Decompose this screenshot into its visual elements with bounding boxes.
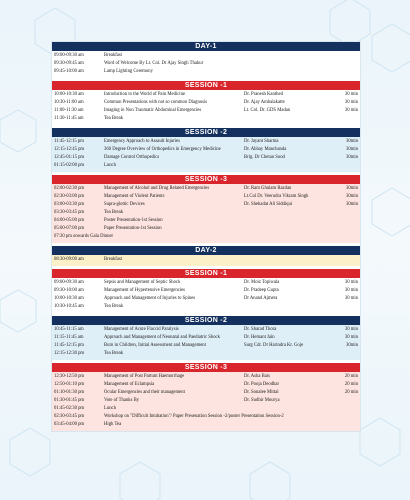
session-title: Management of Alcohol and Drug Related Emergencies (104, 186, 210, 191)
session-title: Management of Acute Flaccid Paralysis (104, 327, 179, 332)
session-duration (332, 405, 360, 413)
speaker-name: Dr. Moiz Topiwala (244, 280, 280, 285)
session-heading: SESSION -2 (52, 316, 360, 325)
day-heading: DAY-1 (52, 42, 360, 51)
session-title: Lamp Lighting Ceremony (104, 69, 153, 74)
session-time: 01:45-02:30 pm (54, 406, 85, 411)
session-time: 02:30-03:00 pm (54, 194, 85, 199)
session-duration: 30 min (344, 100, 358, 105)
speaker-name (244, 68, 332, 76)
schedule-row (52, 217, 360, 225)
speaker-name: Dr. Pradeep Gupta (244, 288, 279, 293)
session-time: 03:00-03:30 pm (54, 202, 85, 207)
speaker-name (244, 225, 332, 233)
session-heading: SESSION -1 (52, 269, 360, 278)
session-title: Sepsis and Management of Septic Shock (104, 280, 181, 285)
speaker-name (244, 52, 332, 60)
session-time: 12:30-12:50 pm (54, 374, 85, 379)
day-heading: DAY-2 (52, 246, 360, 255)
schedule-row (52, 107, 360, 115)
session-time: 02:30-03:45 pm (54, 414, 85, 419)
speaker-name: Dr. Sharad Thora (244, 327, 277, 332)
session-heading: SESSION -2 (52, 128, 360, 137)
speaker-name (244, 60, 332, 68)
session-duration (332, 209, 360, 217)
speaker-name: Surg Cdr. Dr Harindra Kr. Goje (244, 343, 304, 348)
schedule-row (52, 91, 360, 99)
session-block (52, 90, 360, 125)
session-title: Breakfast (104, 257, 122, 262)
speaker-name: Dr. Pranesh Kanthed (244, 92, 283, 97)
speaker-name (244, 421, 332, 429)
session-time: 10:00-10:30 am (54, 92, 84, 97)
schedule-row (52, 373, 360, 381)
session-duration (332, 225, 360, 233)
schedule-row (52, 185, 360, 193)
session-title: Management of Post Partum Haemorrhage (104, 374, 185, 379)
session-title: Approach and Management of Neonatal and Paediatric Shock (104, 335, 220, 340)
session-title: Management of Hypertensive Emergencies (104, 288, 186, 293)
session-duration (332, 303, 360, 311)
session-time: 05:00-07:00 pm (54, 226, 85, 231)
session-duration: 30 min (344, 280, 358, 285)
session-duration (332, 217, 360, 225)
schedule-row (52, 193, 360, 201)
session-title: Workshop on "Difficult Intubation"/ Paper Presenation Session -2/poster Presentation Session-2 (104, 414, 284, 419)
speaker-name (244, 303, 332, 311)
session-block (52, 325, 360, 360)
session-block (52, 372, 360, 431)
schedule-row (52, 287, 360, 295)
session-duration: 30min (346, 202, 358, 207)
session-block (52, 184, 360, 243)
speaker-name (244, 233, 332, 241)
schedule-row (52, 397, 360, 405)
session-title: Approach and Management of Injuries to Spines (104, 296, 196, 301)
schedule-row (52, 60, 360, 68)
speaker-name: Dr. Jayant Sharma (244, 139, 279, 144)
schedule-row (52, 138, 360, 146)
session-time: 10:00-10:30 am (54, 296, 84, 301)
schedule-row (52, 52, 360, 60)
schedule-row (52, 225, 360, 233)
session-heading: SESSION -3 (52, 175, 360, 184)
session-time: 11:45-12:15 pm (54, 343, 84, 348)
session-duration: 30min (346, 139, 358, 144)
session-time: 09:45-10:00 am (54, 69, 84, 74)
session-title: Management of Eclampsia (104, 382, 155, 387)
schedule-row (52, 350, 360, 358)
session-duration: 20 min (344, 382, 358, 387)
speaker-name (244, 162, 332, 170)
session-title: Paper Presentation-1st Session (104, 226, 162, 231)
session-title: Imaging in Non Traumatic Abdominal Emergencies (104, 108, 202, 113)
schedule-row (52, 413, 360, 421)
schedule-row (52, 154, 360, 162)
day-intro-block (52, 255, 360, 266)
session-duration: 20 min (344, 374, 358, 379)
session-time: 07:30 pm onwards Gala Dinner (54, 234, 114, 239)
session-title: Tea Break (104, 210, 124, 215)
speaker-name: Lt. Col. Dr. GDS Madan (244, 108, 291, 113)
session-title: Ocular Emergencies and their management (104, 390, 185, 395)
session-duration: 30 min (344, 296, 358, 301)
schedule-row (52, 209, 360, 217)
session-title: Common Presentations with not so common Diagnosis (104, 100, 208, 105)
session-duration: 30 min (344, 108, 358, 113)
session-duration (332, 233, 360, 241)
session-duration: 30min (346, 147, 358, 152)
session-time: 09:30-10:00 am (54, 288, 84, 293)
session-duration: 30 min (344, 92, 358, 97)
session-time: 09:00-09:30 am (54, 53, 84, 58)
session-time: 11:00-11:30 am (54, 108, 84, 113)
speaker-name (244, 209, 332, 217)
speaker-name: Dr. Pooja Deodhar (244, 382, 280, 387)
schedule-row (52, 256, 360, 264)
speaker-name: Dr. Asha Bais (244, 374, 270, 379)
session-time: 03:45-04:00 pm (54, 422, 85, 427)
session-duration: 20 min (344, 390, 358, 395)
session-title (104, 233, 244, 241)
session-duration (332, 60, 360, 68)
session-time: 01:15-02:00 pm (54, 163, 85, 168)
session-title: High Tea (104, 422, 122, 427)
session-title: Supra-glottic Devices (104, 202, 145, 207)
schedule-row (52, 421, 360, 429)
session-title: Burn in Children, Initial Assessment and Management (104, 343, 206, 348)
speaker-name (244, 413, 332, 421)
session-heading: SESSION -1 (52, 81, 360, 90)
session-time: 03:30-03:45 pm (54, 210, 85, 215)
schedule-row (52, 389, 360, 397)
session-duration (332, 350, 360, 358)
session-title: Vote of Thanks By (104, 398, 140, 403)
speaker-name: Dr. Sudhir Mourya (244, 398, 280, 403)
schedule-row (52, 233, 360, 241)
schedule-row (52, 68, 360, 76)
session-title: Emergency Approach to Assault Injuries (104, 139, 180, 144)
session-time: 08:30-09:00 am (54, 257, 84, 262)
session-duration: 30min (346, 343, 358, 348)
session-heading: SESSION -3 (52, 363, 360, 372)
schedule-row (52, 326, 360, 334)
speaker-name: Dr. Hemant Jain (244, 335, 275, 340)
session-block (52, 137, 360, 172)
session-title: Lunch (104, 406, 116, 411)
session-duration (332, 52, 360, 60)
session-time: 01:30-01:45 pm (54, 398, 85, 403)
session-duration (332, 162, 360, 170)
session-time: 01:10-01:30 pm (54, 390, 85, 395)
schedule-row (52, 405, 360, 413)
schedule-row (52, 99, 360, 107)
schedule-row (52, 381, 360, 389)
session-duration (332, 256, 360, 264)
session-time: 09:00-09:30 am (54, 280, 84, 285)
schedule-row (52, 303, 360, 311)
session-duration (332, 397, 360, 405)
session-duration: 30min (346, 186, 358, 191)
session-duration (332, 68, 360, 76)
speaker-name (244, 350, 332, 358)
session-time: 11:45-12:15 pm (54, 139, 84, 144)
session-time: 02:00-02:30 pm (54, 186, 85, 191)
session-duration (332, 421, 360, 429)
speaker-name: Dr Anand Ajmera (244, 296, 278, 301)
schedule-row (52, 295, 360, 303)
schedule-row (52, 334, 360, 342)
session-duration: 30 min (344, 335, 358, 340)
schedule-row (52, 115, 360, 123)
session-title: Management of Violent Patients (104, 194, 165, 199)
day-intro-block (52, 51, 360, 78)
session-duration: 30min (346, 155, 358, 160)
speaker-name (244, 405, 332, 413)
session-duration: 30 min (344, 288, 358, 293)
session-time: 10:30-11:00 am (54, 100, 84, 105)
session-title: Introduction to the World of Pain Medicine (104, 92, 186, 97)
session-title: Tea Break (104, 351, 124, 356)
speaker-name: Dr. Ram Ghulam Razdan (244, 186, 292, 191)
speaker-name: Dr. Shehadat Ali Siddiqui (244, 202, 293, 207)
session-time: 12:45-01:15 pm (54, 155, 85, 160)
schedule-row (52, 162, 360, 170)
session-title: Damage Control Orthopedics (104, 155, 160, 160)
speaker-name (244, 217, 332, 225)
session-duration (332, 413, 360, 421)
speaker-name: Dr. Sonalee Mittal (244, 390, 279, 395)
session-title: Breakfast (104, 53, 122, 58)
session-time: 10:45-11:15 am (54, 327, 84, 332)
session-time: 11:15-11:45 am (54, 335, 84, 340)
speaker-name (244, 115, 332, 123)
session-block (52, 278, 360, 313)
speaker-name: Lt.Col Dr. Veerudra Vikram Singh (244, 194, 309, 199)
session-title: Tea Break (104, 116, 124, 121)
speaker-name: Dr. Abhay Manchanda (244, 147, 287, 152)
session-duration (332, 115, 360, 123)
schedule-row (52, 342, 360, 350)
session-time: 12:15-12:45 pm (54, 147, 85, 152)
schedule-row (52, 279, 360, 287)
session-time: 12:15-12:30 pm (54, 351, 85, 356)
session-title: 360 Degree Overview of Orthopedics in Emergency Medicine (104, 147, 221, 152)
programme-schedule (52, 42, 360, 431)
schedule-row (52, 146, 360, 154)
session-time: 11:30-11:45 am (54, 116, 84, 121)
speaker-name: Dr. Ajay Ambalakatte (244, 100, 285, 105)
speaker-name (244, 256, 332, 264)
session-title: Poster Presentation-1st Session (104, 218, 163, 223)
session-duration: 30 min (344, 327, 358, 332)
session-time: 10:30-10:45 am (54, 304, 84, 309)
session-time: 09:30-09:45 am (54, 61, 84, 66)
session-duration: 30min (346, 194, 358, 199)
session-time: 12:50-01:10 pm (54, 382, 85, 387)
session-title: Tea Break (104, 304, 124, 309)
session-time: 04:00-05:00 pm (54, 218, 85, 223)
session-title: Lunch (104, 163, 116, 168)
schedule-row (52, 201, 360, 209)
speaker-name: Brig. Dr Chetan Sood (244, 155, 285, 160)
session-title: Word of Welcome By Lt. Col. Dr Ajay Singh Thakur (104, 61, 204, 66)
